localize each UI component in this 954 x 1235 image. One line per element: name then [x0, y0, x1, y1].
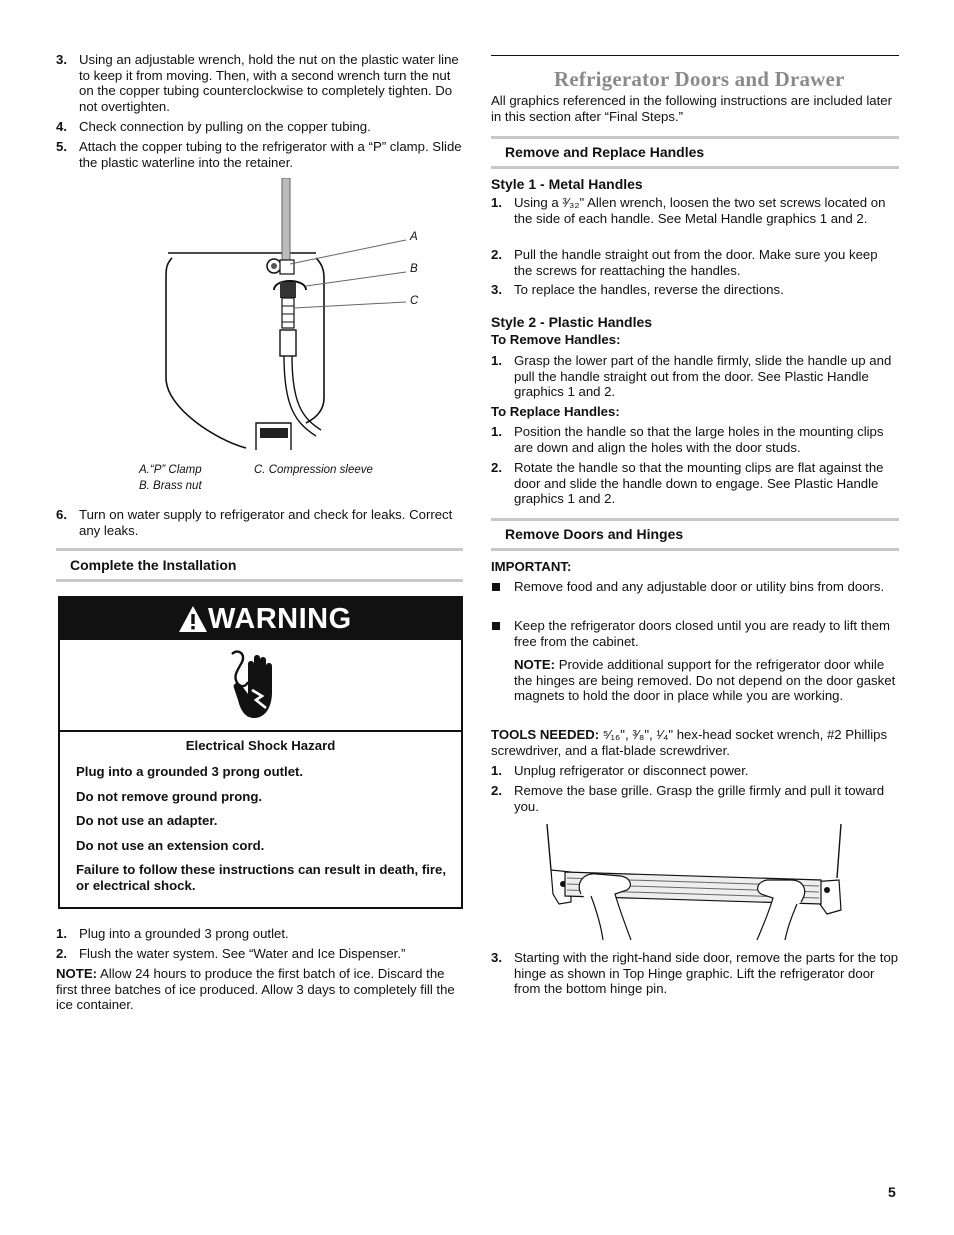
warning-line: Plug into a grounded 3 prong outlet.: [76, 764, 304, 779]
list-item: 4. Check connection by pulling on the copper tubing.: [56, 119, 371, 134]
list-item: 1. Plug into a grounded 3 prong outlet.: [56, 926, 289, 941]
list-item: 6. Turn on water supply to refrigerator and check for leaks. Correct any leaks.: [56, 507, 453, 538]
subheading: To Remove Handles:: [491, 332, 621, 347]
base-grille-illustration: [541, 824, 847, 940]
list-item: 3. To replace the handles, reverse the directions.: [491, 282, 784, 297]
note-paragraph: NOTE: Allow 24 hours to produce the first batch of ice. Discard the first three batches of ice produced. Allow 3 days to completely fill the ice container.: [56, 966, 455, 1013]
label-a: A: [410, 231, 418, 243]
section-heading: Remove Doors and Hinges: [491, 518, 899, 551]
list-item: 5. Attach the copper tubing to the refrigerator with a “P” clamp. Slide the plastic waterline into the retainer.: [56, 139, 462, 170]
list-item: 3. Using an adjustable wrench, hold the nut on the plastic water line to keep it from moving. Then, with a second wrench turn the nut on the copper tubing counterclockwise to completely tighten. Do not overtighten.: [56, 52, 459, 114]
section-heading: Remove and Replace Handles: [491, 136, 899, 169]
list-item: 1. Using a ³⁄₃₂" Allen wrench, loosen the two set screws located on the side of each handle. See Metal Handle graphics 1 and 2.: [491, 195, 886, 226]
intro-paragraph: All graphics referenced in the following instructions are included later in this section after “Final Steps.”: [491, 93, 892, 124]
list-item: 3. Starting with the right-hand side door, remove the parts for the top hinge as shown in Top Hinge graphic. Lift the refrigerator door from the bottom hinge pin.: [491, 950, 899, 997]
caption-c: C. Compression sleeve: [254, 464, 373, 476]
warning-title: WARNING: [208, 603, 352, 635]
tools-paragraph: TOOLS NEEDED: ⁵⁄₁₆", ³⁄₈", ¹⁄₄" hex-head socket wrench, #2 Phillips screwdriver, and a flat-blade screwdriver.: [491, 727, 888, 758]
list-item: Remove food and any adjustable door or utility bins from doors.: [491, 579, 899, 595]
important-label: IMPORTANT:: [491, 559, 572, 574]
warning-line: Do not remove ground prong.: [76, 789, 263, 804]
page-number: 5: [888, 1184, 896, 1200]
bullet-icon: [492, 622, 500, 630]
warning-box: [58, 596, 463, 909]
list-item: Keep the refrigerator doors closed until you are ready to lift them free from the cabinet.: [491, 618, 899, 649]
page-title: Refrigerator Doors and Drawer: [554, 67, 845, 91]
hazard-title: Electrical Shock Hazard: [185, 738, 336, 753]
list-item: 2. Pull the handle straight out from the door. Make sure you keep the screws for reattaching the handles.: [491, 247, 878, 278]
note-paragraph: NOTE: Provide additional support for the refrigerator door while the hinges are being removed. Do not depend on the door gasket magnets to hold the door in place while you are working.: [514, 657, 896, 704]
section-heading: Complete the Installation: [56, 548, 463, 582]
warning-line: Do not use an extension cord.: [76, 838, 265, 853]
subheading: Style 2 - Plastic Handles: [491, 314, 653, 330]
electric-shock-hand-icon: [228, 648, 292, 722]
caption-a: A.“P” Clamp: [139, 464, 202, 476]
warning-triangle-icon: [178, 605, 208, 633]
warning-line: Do not use an adapter.: [76, 813, 218, 828]
list-item: 1. Grasp the lower part of the handle firmly, slide the handle up and pull the handle straight out from the door. See Plastic Handle graphics 1 and 2.: [491, 353, 892, 400]
subheading: To Replace Handles:: [491, 404, 620, 419]
list-item: 2. Remove the base grille. Grasp the grille firmly and pull it toward you.: [491, 783, 885, 814]
list-item: 2. Flush the water system. See “Water and Ice Dispenser.”: [56, 946, 406, 961]
warning-line: Failure to follow these instructions can result in death, fire, or electrical shock.: [76, 862, 447, 893]
divider: [491, 55, 899, 56]
water-line-illustration: [156, 178, 426, 450]
list-item: 2. Rotate the handle so that the mounting clips are flat against the door and slide the handle down to engage. See Plastic Handle graphics 1 and 2.: [491, 460, 884, 507]
warning-icon-area: [60, 640, 461, 732]
list-item: 1. Unplug refrigerator or disconnect power.: [491, 763, 749, 778]
list-item: 1. Position the handle so that the large holes in the mounting clips are down and align the holes with the door studs.: [491, 424, 884, 455]
label-c: C: [410, 295, 419, 307]
caption-b: B. Brass nut: [139, 480, 202, 492]
subheading: Style 1 - Metal Handles: [491, 176, 643, 192]
warning-banner: [60, 598, 461, 640]
bullet-icon: [492, 583, 500, 591]
label-b: B: [410, 263, 418, 275]
